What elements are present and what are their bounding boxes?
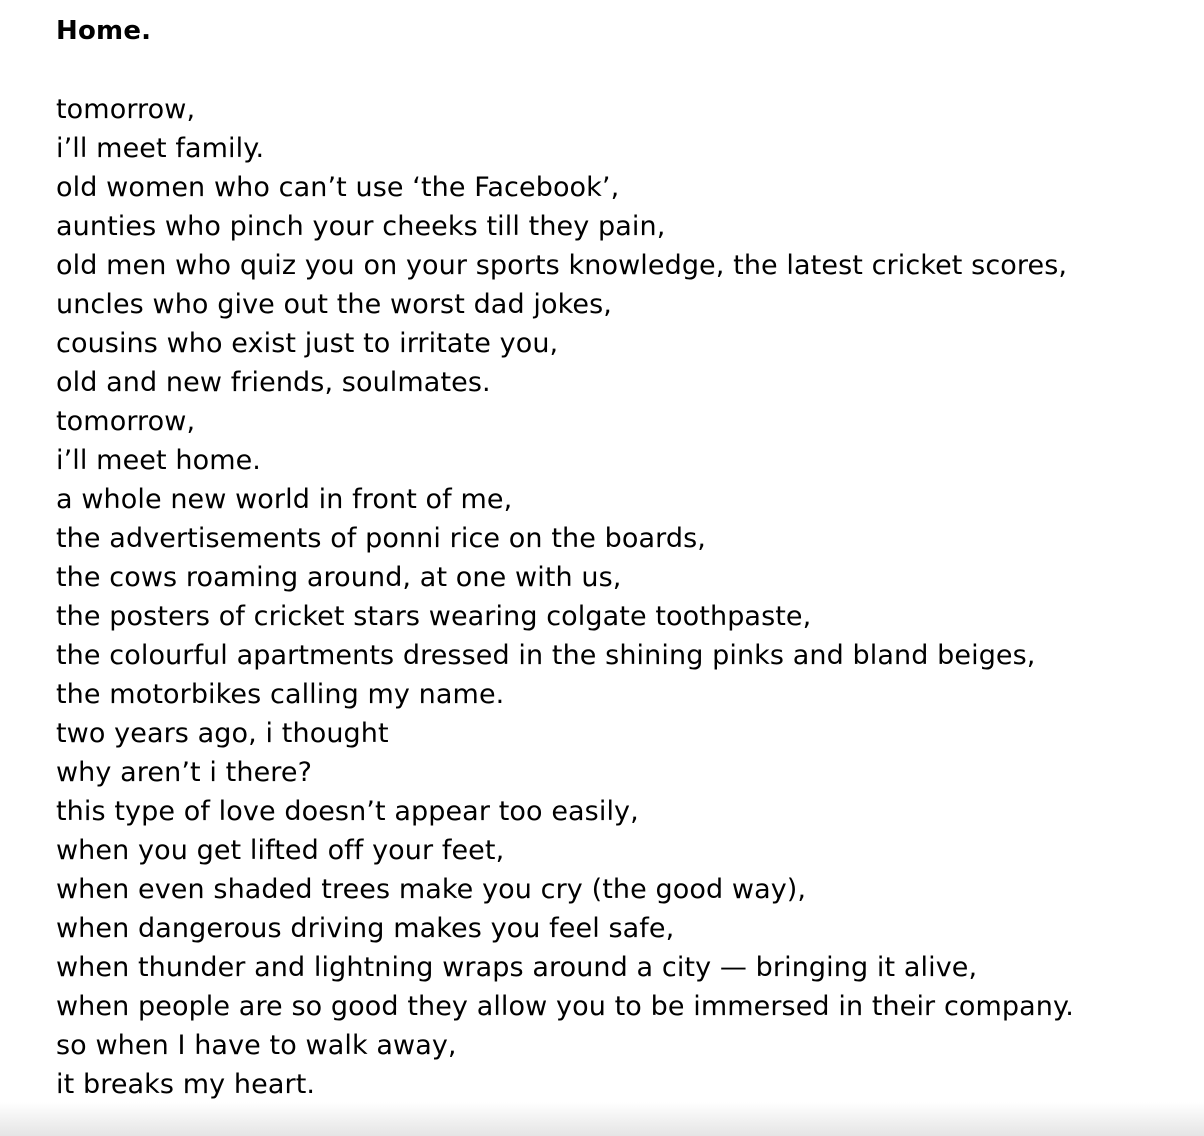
- poem-line: the cows roaming around, at one with us,: [56, 562, 622, 593]
- poem-line: when even shaded trees make you cry (the good way),: [56, 874, 807, 905]
- poem-line: it breaks my heart.: [56, 1069, 316, 1100]
- poem-line: a whole new world in front of me,: [56, 484, 513, 515]
- poem-line: when thunder and lightning wraps around a city — bringing it alive,: [56, 952, 978, 983]
- poem-line: when dangerous driving makes you feel safe,: [56, 913, 675, 944]
- poem-line: when people are so good they allow you to be immersed in their company.: [56, 991, 1074, 1022]
- bottom-edge-shadow: [0, 1102, 1204, 1136]
- poem-line: two years ago, i thought: [56, 718, 389, 749]
- poem-line: tomorrow,: [56, 94, 196, 125]
- document-page: [56, 0, 1176, 1100]
- poem-line: aunties who pinch your cheeks till they pain,: [56, 211, 666, 242]
- poem-line: when you get lifted off your feet,: [56, 835, 505, 866]
- poem-line: i’ll meet family.: [56, 133, 265, 164]
- poem-line: why aren’t i there?: [56, 757, 313, 788]
- poem-line: tomorrow,: [56, 406, 196, 437]
- poem-line: old and new friends, soulmates.: [56, 367, 491, 398]
- poem-line: the colourful apartments dressed in the shining pinks and bland beiges,: [56, 640, 1036, 671]
- poem-line: so when I have to walk away,: [56, 1030, 457, 1061]
- poem-title: Home.: [56, 16, 152, 46]
- poem-line: old men who quiz you on your sports knowledge, the latest cricket scores,: [56, 250, 1068, 281]
- poem-line: this type of love doesn’t appear too easily,: [56, 796, 639, 827]
- poem-line: uncles who give out the worst dad jokes,: [56, 289, 612, 320]
- poem-line: the advertisements of ponni rice on the boards,: [56, 523, 706, 554]
- poem-line: the motorbikes calling my name.: [56, 679, 505, 710]
- poem-line: cousins who exist just to irritate you,: [56, 328, 559, 359]
- poem-line: old women who can’t use ‘the Facebook’,: [56, 172, 620, 203]
- poem-body: [56, 90, 1074, 1104]
- poem-line: the posters of cricket stars wearing colgate toothpaste,: [56, 601, 812, 632]
- poem-line: i’ll meet home.: [56, 445, 261, 476]
